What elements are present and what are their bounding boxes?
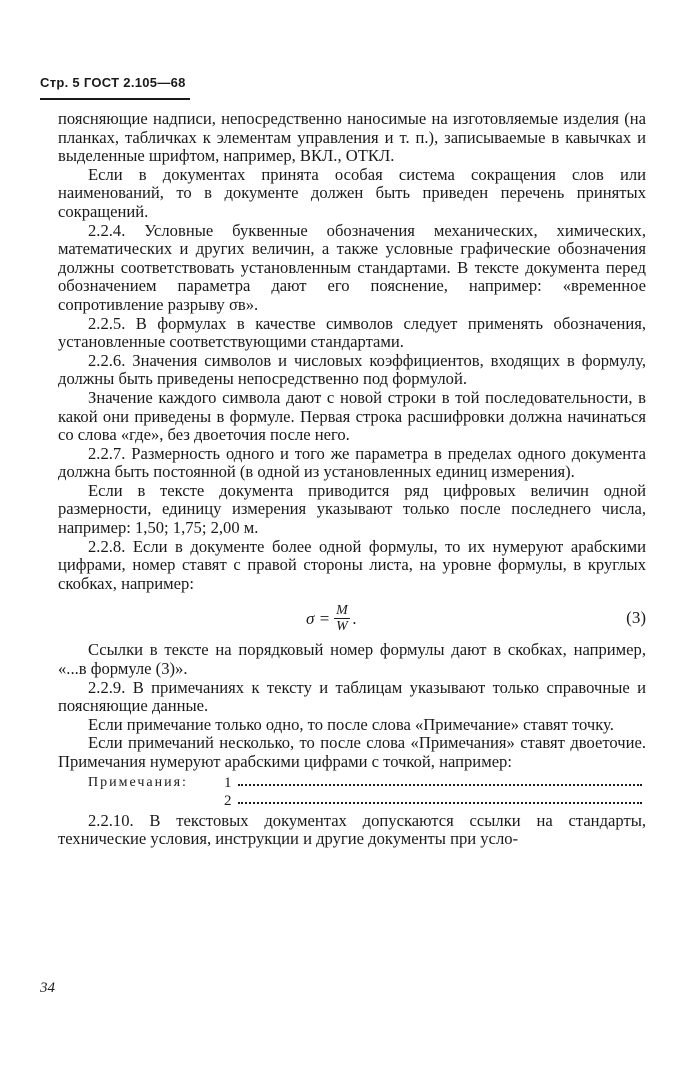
page-number: 34 [40, 980, 55, 996]
formula [306, 603, 357, 634]
paragraph: Если примечание только одно, то после слова «Примечание» ставят точку. [88, 714, 614, 734]
note-item-number: 2 [224, 792, 232, 809]
formula-row [58, 595, 646, 641]
paragraph: Если в тексте документа приводится ряд цифровых величин одной размерности, единицу измерения указывают только после последнего числа, например: 1,50; 1,75; 2,00 м. [58, 480, 646, 538]
paragraph: 2.2.4. Условные буквенные обозначения механических, химических, математических и других величин, а также условные графические обозначения должны соответствовать установленным стандартами. В тексте документа перед обозначением параметра дают его пояснение, например: «временное сопротивление разрыву σв». [58, 220, 646, 314]
paragraph: 2.2.5. В формулах в качестве символов следует применять обозначения, установленные соответствующими стандартами. [58, 313, 646, 352]
formula-trail: . [352, 608, 358, 628]
dot-leader [238, 792, 642, 804]
paragraph: 2.2.8. Если в документе более одной формулы, то их нумеруют арабскими цифрами, номер ставят с правой стороны листа, на уровне формулы, в круглых скобках, например: [58, 536, 646, 593]
paragraph: поясняющие надписи, непосредственно наносимые на изготовляемые изделия (на планках, табличках к элементам управления и т. п.), записываемые в кавычках и выделенные шрифтом, например, ВКЛ., ОТКЛ. [58, 109, 646, 166]
paragraph: 2.2.9. В примечаниях к тексту и таблицам указывают только справочные и поясняющие данные. [58, 677, 646, 716]
formula-denominator: W [336, 619, 348, 635]
paragraph: 2.2.6. Значения символов и числовых коэффициентов, входящих в формулу, должны быть приведены непосредственно под формулой. [58, 350, 646, 389]
paragraph: 2.2.7. Размерность одного и того же параметра в пределах одного документа должна быть постоянной (в одной из установленных единиц измерения). [58, 443, 646, 482]
page-header: Стр. 5 ГОСТ 2.105—68 [40, 75, 186, 90]
paragraph: Значение каждого символа дают с новой строки в той последовательности, в какой они приведены в формуле. Первая строка расшифровки должна начинаться со слова «где», без двоеточия после него. [58, 387, 646, 445]
formula-numerator: M [336, 603, 348, 619]
notes-example [58, 774, 646, 812]
dot-leader [238, 774, 642, 786]
formula-lhs: σ = [306, 608, 331, 628]
paragraph: 2.2.10. В текстовых документах допускаются ссылки на стандарты, технические условия, инструкции и другие документы при усло- [58, 810, 646, 849]
document-body [58, 110, 646, 849]
note-item-number: 1 [224, 774, 232, 791]
header-rule [40, 98, 190, 100]
paragraph: Если примечаний несколько, то после слова «Примечания» ставят двоеточие. Примечания нумеруют арабскими цифрами с точкой, например: [58, 733, 646, 771]
formula-number: (3) [626, 608, 646, 628]
paragraph: Если в документах принята особая система сокращения слов или наименований, то в документе должен быть приведен перечень принятых сокращений. [58, 164, 646, 221]
formula-fraction [334, 603, 350, 634]
notes-label: Примечания: [88, 774, 188, 790]
paragraph: Ссылки в тексте на порядковый номер формулы дают в скобках, например, «...в формуле (3)». [58, 640, 646, 679]
